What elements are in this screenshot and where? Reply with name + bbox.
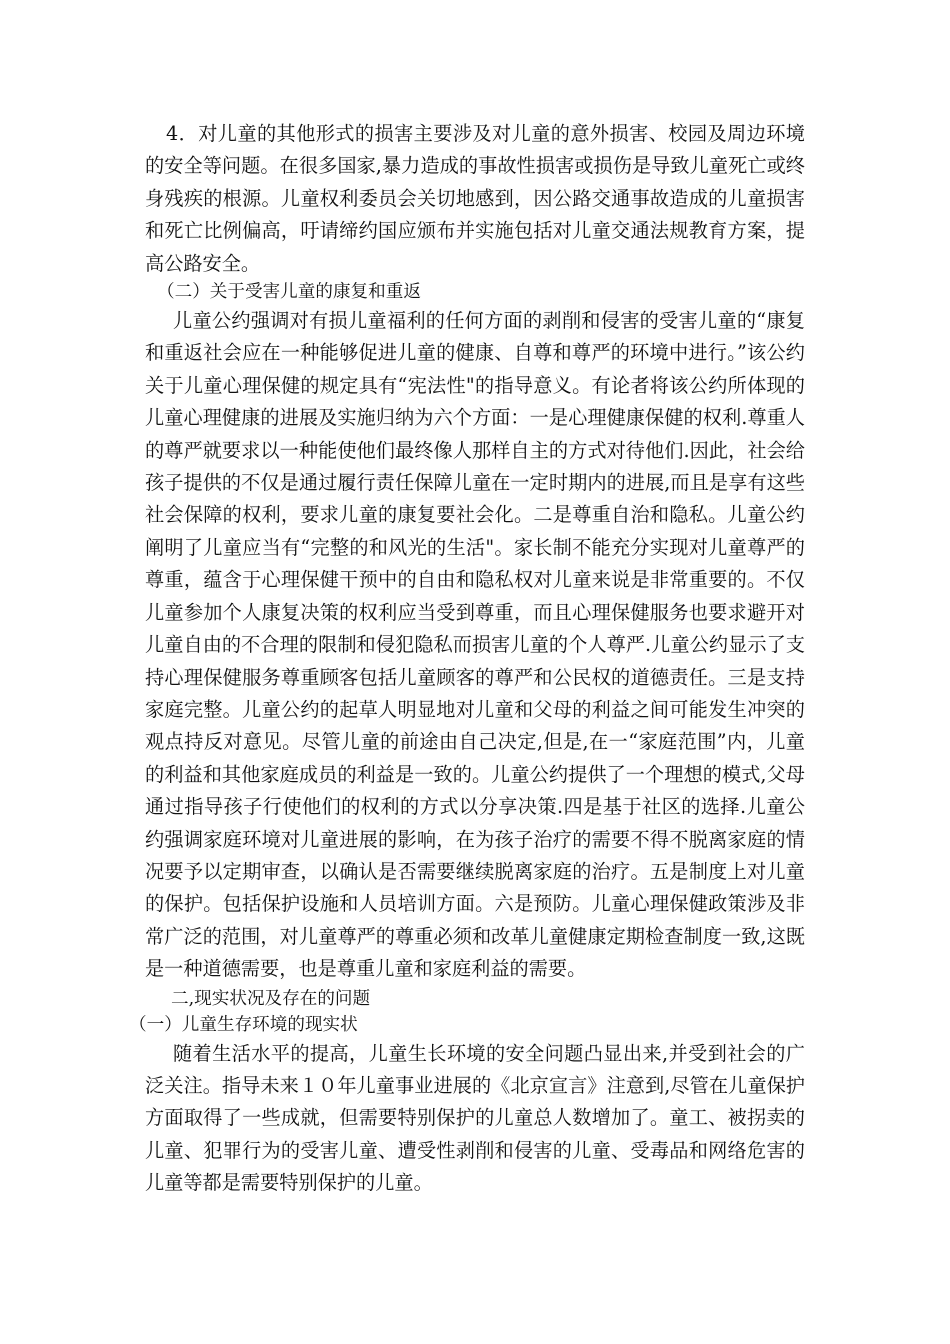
section-heading-living-environment: （一）儿童生存环境的现实状: [129, 1014, 358, 1035]
document-page: [129, 118, 805, 1200]
paragraph-living-environment: 随着生活水平的提高，儿童生长环境的安全问题凸显出来,并受到社会的广泛关注。指导未来１０年儿童事业进展的《北京宣言》注意到,尽管在儿童保护方面取得了一些成就，但需要特别保护的儿童总人数增加了。童工、被拐卖的儿童、犯罪行为的受害儿童、遭受性剥削和侵害的儿童、受毒品和网络危害的儿童等都是需要特别保护的儿童。: [145, 1041, 805, 1195]
section-heading-current-status: 二,现实状况及存在的问题: [171, 988, 371, 1009]
paragraph-other-harms: 4．对儿童的其他形式的损害主要涉及对儿童的意外损害、校园及周边环境的安全等问题。在很多国家,暴力造成的事故性损害或损伤是导致儿童死亡或终身残疾的根源。儿童权利委员会关切地感到，因公路交通事故造成的儿童损害和死亡比例偏高，吁请缔约国应颁布并实施包括对儿童交通法规教育方案，提高公路安全。: [145, 122, 805, 275]
section-heading-rehabilitation: （二）关于受害儿童的康复和重返: [157, 282, 421, 303]
paragraph-convention-rehabilitation: 儿童公约强调对有损儿童福利的任何方面的剥削和侵害的受害儿童的“康复和重返社会应在一种能够促进儿童的健康、自尊和尊严的环境中进行。”该公约关于儿童心理保健的规定具有“宪法性"的指导意义。有论者将该公约所体现的儿童心理健康的进展及实施归纳为六个方面：一是心理健康保健的权利.尊重人的尊严就要求以一种能使他们最终像人那样自主的方式对待他们.因此，社会给孩子提供的不仅是通过履行责任保障儿童在一定时期内的进展,而且是享有这些社会保障的权利，要求儿童的康复要社会化。二是尊重自治和隐私。儿童公约阐明了儿童应当有“完整的和风光的生活"。家长制不能充分实现对儿童尊严的尊重，蕴含于心理保健干预中的自由和隐私权对儿童来说是非常重要的。不仅儿童参加个人康复决策的权利应当受到尊重，而且心理保健服务也要求避开对儿童自由的不合理的限制和侵犯隐私而损害儿童的个人尊严.儿童公约显示了支持心理保健服务尊重顾客包括儿童顾客的尊严和公民权的道德责任。三是支持家庭完整。儿童公约的起草人明显地对儿童和父母的利益之间可能发生冲突的观点持反对意见。尽管儿童的前途由自己决定,但是,在一“家庭范围”内，儿童的利益和其他家庭成员的利益是一致的。儿童公约提供了一个理想的模式,父母通过指导孩子行使他们的权利的方式以分享决策.四是基于社区的选择.儿童公约强调家庭环境对儿童进展的影响，在为孩子治疗的需要不得不脱离家庭的情况要予以定期审查，以确认是否需要继续脱离家庭的治疗。五是制度上对儿童的保护。包括保护设施和人员培训方面。六是预防。儿童心理保健政策涉及非常广泛的范围，对儿童尊严的尊重必须和改革儿童健康定期检查制度一致,这既是一种道德需要，也是尊重儿童和家庭利益的需要。: [145, 309, 805, 981]
